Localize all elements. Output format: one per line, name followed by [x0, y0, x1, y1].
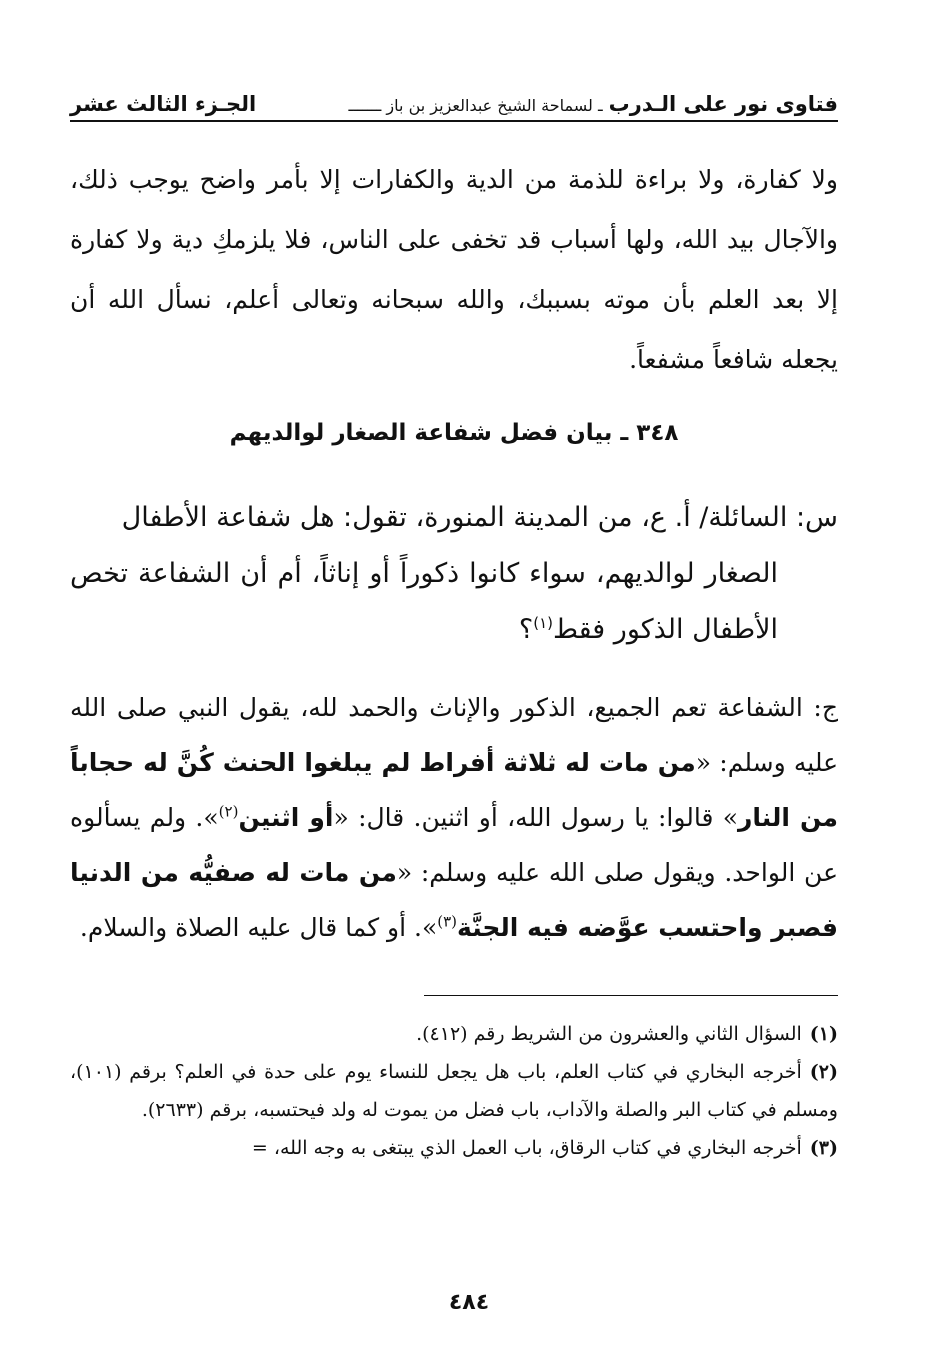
footnotes: [70, 1015, 838, 1167]
book-title: فتاوى نور على الـدرب: [608, 92, 838, 116]
footnote-ref-3: (٣): [437, 912, 458, 931]
footnote-1: [70, 1015, 838, 1053]
volume-label: الجـزء الثالث عشر: [70, 92, 257, 116]
answer-text-1: ج: الشفاعة تعم الجميع، الذكور والإناث والحمد لله، يقول النبي صلى الله عليه وسلم: «: [70, 693, 839, 777]
footnote-text: السؤال الثاني والعشرون من الشريط رقم (٤١٢).: [416, 1023, 802, 1045]
question-continuation: [70, 546, 838, 658]
answer-text-3: ». ولم يسألوه عن الواحد. ويقول صلى الله عليه وسلم: «: [70, 803, 838, 887]
question-mark: ؟: [518, 614, 534, 645]
question-text: الصغار لوالديهم، سواء كانوا ذكوراً أو إناثاً، أم أن الشفاعة تخص الأطفال الذكور فقط: [70, 558, 778, 645]
header-title-group: [349, 92, 838, 116]
question-paragraph: [70, 490, 838, 658]
hadith-1: من مات له ثلاثة أفراط لم يبلغوا الحنث كُنَّ له حجاباً من النار: [70, 748, 838, 832]
running-header: [70, 80, 838, 122]
question-line-1: س: السائلة/ أ. ع، من المدينة المنورة، تقول: هل شفاعة الأطفال: [121, 502, 838, 533]
answer-paragraph: [70, 680, 838, 955]
footnote-ref-1: (١): [533, 614, 553, 632]
footnote-text: أخرجه البخاري في كتاب الرقاق، باب العمل الذي يبتغى به وجه الله، =: [251, 1137, 802, 1159]
section-title: ٣٤٨ ـ بيان فضل شفاعة الصغار لوالديهم: [229, 420, 679, 446]
footnote-number: (٢): [809, 1061, 838, 1083]
answer-text-4: ». أو كما قال عليه الصلاة والسلام.: [79, 913, 438, 942]
footnote-number: (٣): [809, 1137, 838, 1159]
footnote-text: أخرجه البخاري في كتاب العلم، باب هل يجعل للنساء يوم على حدة في العلم؟ برقم (١٠١)، ومسلم في كتاب البر والصلة والآداب، باب فضل من يموت له ولد فيحتسبه، برقم (٢٦٣٣).: [70, 1061, 838, 1121]
footnote-divider: [424, 995, 838, 996]
hadith-2: من مات له صفيُّه من الدنيا فصبر واحتسب عوَّضه فيه الجنَّة: [70, 858, 838, 942]
answer-text-2: » قالوا: يا رسول الله، أو اثنين. قال: «: [333, 803, 739, 832]
author-name: ـ لسماحة الشيخ عبدالعزيز بن باز ـــــــ: [348, 96, 603, 115]
footnote-number: (١): [809, 1023, 838, 1045]
footnote-2: [70, 1053, 838, 1129]
page-number: ٤٨٤: [448, 1290, 490, 1315]
hadith-1b: أو اثنين: [238, 803, 334, 832]
footnote-3: [70, 1129, 838, 1167]
footnote-ref-2: (٢): [218, 802, 239, 821]
intro-paragraph: ولا كفارة، ولا براءة للذمة من الدية والكفارات إلا بأمر واضح يوجب ذلك، والآجال بيد الله، ولها أسباب قد تخفى على الناس، فلا يلزمكِ دية ولا كفارة إلا بعد العلم بأن موته بسببك، والله سبحانه وتعالى أعلم، نسأل الله أن يجعله شافعاً مشفعاً.: [70, 165, 839, 374]
